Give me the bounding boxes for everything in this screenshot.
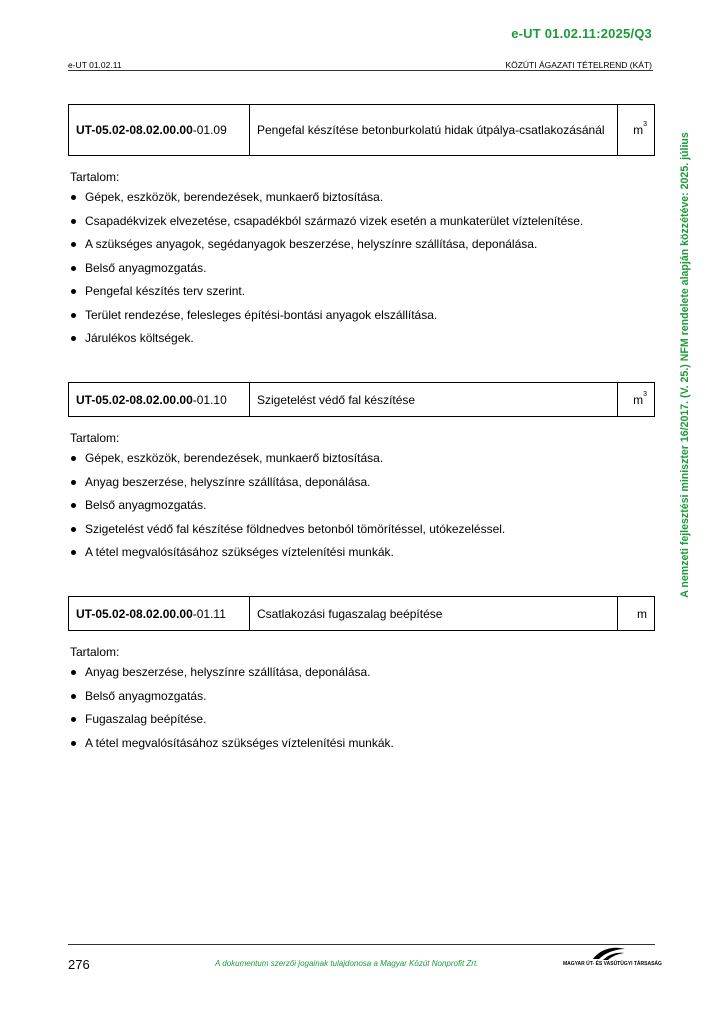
list-item: Fugaszalag beépítése. [68,712,655,736]
unit-text: m [633,392,644,407]
bullet-icon [71,527,76,532]
item-block-01-11 [68,596,655,759]
list-item: Járulékos költségek. [68,331,655,355]
content-label: Tartalom: [70,645,120,659]
bullet-icon [71,694,76,699]
mavt-swoosh-icon [591,946,627,962]
bullet-icon [71,503,76,508]
item-code-suffix: -01.11 [192,606,226,621]
item-block-01-10 [68,382,655,569]
item-unit-cell [618,105,655,156]
item-code-suffix: -01.10 [192,392,227,407]
list-item: A tétel megvalósításához szükséges víztelenítési munkák. [68,545,655,569]
list-item: A szükséges anyagok, segédanyagok beszerzése, helyszínre szállítása, deponálása. [68,237,655,261]
item-header-table [68,382,655,417]
list-item: Pengefal készítés terv szerint. [68,284,655,308]
bullet-icon [71,266,76,271]
bullet-icon [71,456,76,461]
item-code-cell [69,105,250,156]
list-item: A tétel megvalósításához szükséges víztelenítési munkák. [68,736,655,760]
footer-divider [68,944,655,945]
list-item: Terület rendezése, felesleges építési-bontási anyagok elszállítása. [68,308,655,332]
item-code-suffix: -01.09 [192,123,227,137]
bullet-icon [71,313,76,318]
bullet-icon [71,550,76,555]
bullet-icon [71,195,76,200]
item-title-cell: Csatlakozási fugaszalag beépítése [250,597,618,631]
unit-superscript: 3 [643,390,647,398]
list-item: Szigetelést védő fal készítése földnedves betonból tömörítéssel, utókezeléssel. [68,522,655,546]
side-note-text: A nemzeti fejlesztési miniszter 16/2017. (V. 25.) NFM rendelete alapján közzétéve: 2025. július [679,131,691,598]
content-label: Tartalom: [70,431,120,445]
list-item: Belső anyagmozgatás. [68,261,655,285]
logo-text: MAGYAR ÚT- ÉS VASÚTÜGYI TÁRSASÁG [563,961,662,967]
list-item: Anyag beszerzése, helyszínre szállítása, deponálása. [68,475,655,499]
list-item: Gépek, eszközök, berendezések, munkaerő biztosítása. [68,190,655,214]
bullet-icon [71,717,76,722]
document-code: e-UT 01.02.11:2025/Q3 [511,26,652,41]
unit-text: m [637,606,647,621]
item-unit-cell [618,383,655,417]
copyright-notice: A dokumentum szerzői jogainak tulajdonosa a Magyar Közút Nonprofit Zrt. [215,959,479,968]
bullet-icon [71,480,76,485]
list-item: Belső anyagmozgatás. [68,498,655,522]
content-list [68,665,655,759]
bullet-icon [71,741,76,746]
item-unit-cell [618,597,655,631]
mavt-logo [563,946,662,972]
bullet-icon [71,242,76,247]
content-list [68,451,655,569]
header-right-title: KÖZÚTI ÁGAZATI TÉTELREND (KÁT) [505,60,652,70]
list-item: Gépek, eszközök, berendezések, munkaerő biztosítása. [68,451,655,475]
item-header-table [68,596,655,631]
list-item: Belső anyagmozgatás. [68,689,655,713]
item-block-01-09 [68,104,655,355]
item-title-cell: Szigetelést védő fal készítése [250,383,618,417]
header-divider [68,70,653,71]
list-item: Anyag beszerzése, helyszínre szállítása, deponálása. [68,665,655,689]
bullet-icon [71,289,76,294]
unit-superscript: 3 [643,121,647,128]
item-header-table [68,104,655,156]
side-publication-note [676,97,694,632]
content-label: Tartalom: [70,170,120,184]
bullet-icon [71,336,76,341]
list-item: Csapadékvizek elvezetése, csapadékból származó vizek esetén a munkaterület víztelenítése. [68,214,655,238]
item-title-cell: Pengefal készítése betonburkolatú hidak útpálya-csatlakozásánál [250,105,618,156]
bullet-icon [71,670,76,675]
page-number: 276 [68,957,90,972]
item-code-bold: UT-05.02-08.02.00.00 [76,123,193,137]
item-code-bold: UT-05.02-08.02.00.00 [76,606,193,621]
item-code-cell [69,597,250,631]
item-code-cell [69,383,250,417]
item-code-bold: UT-05.02-08.02.00.00 [76,392,193,407]
bullet-icon [71,219,76,224]
unit-text: m [633,123,644,137]
content-list [68,190,655,355]
header-left-code: e-UT 01.02.11 [68,60,122,70]
